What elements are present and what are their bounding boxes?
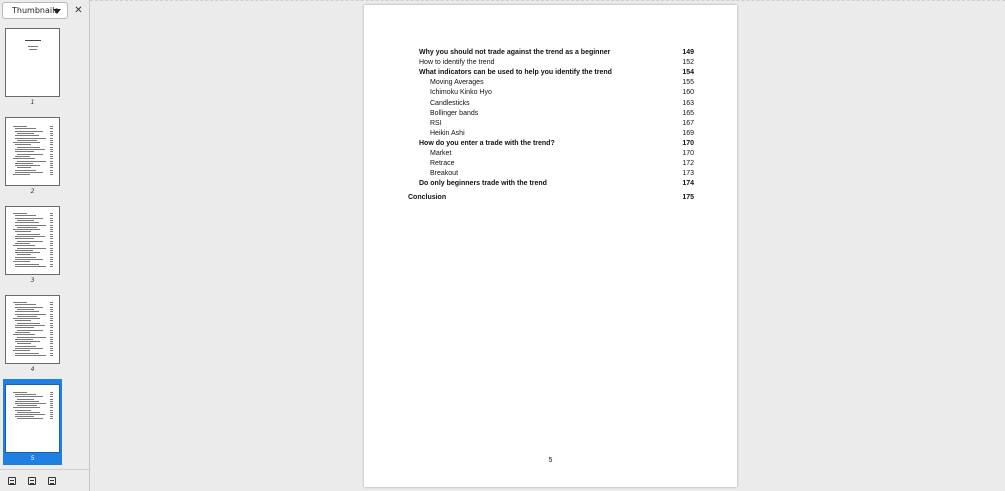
thumbnail-text-line	[13, 126, 27, 127]
thumbnail-text-line	[15, 225, 46, 226]
thumbnail-text-line	[50, 350, 53, 351]
toc-entry-page: 149	[682, 49, 694, 56]
toc-entry-title: Bollinger bands	[430, 109, 479, 117]
thumbnail-text-line	[13, 392, 27, 393]
thumbnail-page-preview	[5, 117, 60, 186]
thumbnail-text-line	[50, 401, 53, 402]
thumbnail-text-line	[50, 147, 53, 148]
thumbnail-text-line	[17, 316, 37, 317]
thumbnail-text-line	[15, 339, 33, 340]
page-thumbnail-1[interactable]	[3, 23, 62, 109]
thumbnail-text-line	[13, 407, 40, 408]
thumbnail-text-line	[15, 238, 34, 239]
thumbnail-text-line	[17, 248, 46, 249]
toc-entry-page: 170	[682, 150, 694, 157]
thumbnail-text-line	[15, 346, 36, 347]
thumbnail-text-line	[17, 309, 34, 310]
thumbnail-text-line	[15, 304, 36, 305]
thumbnail-text-line	[50, 323, 53, 324]
thumbnail-text-line	[50, 257, 53, 258]
thumbnail-page-number: 5	[30, 455, 35, 462]
thumbnail-text-line	[15, 165, 40, 166]
toc-entry-page: 174	[682, 180, 694, 188]
toc-entry-title: Conclusion	[408, 194, 447, 202]
thumbnail-text-line	[50, 161, 53, 162]
toc-entry-page: 154	[682, 69, 694, 77]
thumbnail-text-line	[50, 149, 53, 150]
thumbnail-text-line	[50, 126, 53, 127]
thumbnail-text-line	[50, 403, 53, 404]
thumbnail-page-preview	[5, 384, 60, 453]
toc-entry-page: 169	[682, 129, 694, 137]
thumbnail-text-line	[50, 311, 53, 312]
page-thumbnail-4[interactable]	[3, 290, 62, 376]
thumbnail-text-line	[17, 147, 40, 148]
thumbnail-text-line	[50, 238, 53, 239]
thumbnail-text-line	[50, 151, 53, 152]
thumbnail-text-line	[50, 135, 53, 136]
thumbnail-text-line	[50, 264, 53, 265]
thumbnail-text-line	[50, 245, 53, 246]
toc-entry-title: RSI	[430, 119, 442, 127]
thumbnail-text-line	[15, 172, 43, 173]
chevron-down-icon	[53, 9, 61, 14]
thumbnail-text-line	[50, 248, 53, 249]
thumbnail-text-line	[15, 222, 39, 223]
thumbnail-text-line	[50, 259, 53, 260]
expand-selected-button[interactable]	[48, 477, 56, 485]
toc-entry-title: Moving Averages	[430, 79, 484, 87]
thumbnail-text-line	[15, 307, 43, 308]
toc-entry-title: Retrace	[430, 160, 455, 168]
thumbnail-text-line	[15, 215, 36, 216]
thumbnail-text-line	[15, 259, 43, 260]
thumbnail-text-line	[17, 220, 34, 221]
thumbnail-text-line	[50, 399, 53, 400]
sidebar-panel	[0, 0, 90, 491]
thumbnail-text-line	[15, 250, 33, 251]
thumbnail-text-line	[50, 309, 53, 310]
thumbnail-text-line	[15, 128, 36, 129]
thumbnail-text-line	[17, 343, 31, 344]
thumbnail-text-line	[50, 138, 53, 139]
thumbnail-text-line	[17, 418, 43, 419]
thumbnail-text-line	[13, 302, 27, 303]
page-number-footer: 5	[548, 457, 553, 464]
thumbnail-text-line	[15, 151, 34, 152]
thumbnail-text-line	[50, 128, 53, 129]
thumbnail-text-line	[13, 213, 27, 214]
thumbnail-text-line	[50, 332, 53, 333]
thumbnail-text-line	[15, 135, 39, 136]
thumbnail-text-line	[15, 243, 30, 244]
thumbnail-text-line	[50, 407, 53, 408]
thumbnail-text-line	[15, 348, 43, 349]
thumbnail-text-line	[15, 355, 46, 356]
toc-entry-title: What indicators can be used to help you identify the trend	[419, 69, 612, 77]
expand-all-button[interactable]	[28, 477, 36, 485]
thumbnail-page-number: 1	[30, 99, 35, 106]
thumbnail-text-line	[17, 323, 40, 324]
thumbnail-text-line	[50, 314, 53, 315]
toc-entry-page: 172	[682, 160, 694, 168]
thumbnail-text-line	[50, 343, 53, 344]
thumbnail-text-line	[17, 399, 34, 400]
thumbnail-text-line	[50, 327, 53, 328]
thumbnail-text-line	[15, 144, 31, 145]
thumbnail-text-line	[50, 218, 53, 219]
thumbnail-text-line	[17, 227, 37, 228]
thumbnail-text-line	[50, 325, 53, 326]
thumbnail-text-line	[50, 266, 53, 267]
thumbnail-text-line	[13, 229, 40, 230]
thumbnail-text-line	[17, 330, 43, 331]
thumbnail-text-line	[50, 348, 53, 349]
thumbnail-text-line	[13, 158, 35, 159]
thumbnail-text-line	[50, 165, 53, 166]
thumbnail-text-line	[15, 332, 30, 333]
thumbnail-text-line	[50, 330, 53, 331]
thumbnail-text-line	[50, 252, 53, 253]
thumbnail-text-line	[50, 414, 53, 415]
thumbnail-text-line	[15, 320, 31, 321]
thumbnail-text-line	[15, 353, 39, 354]
thumbnail-text-line	[15, 131, 43, 132]
thumbnail-text-line	[50, 133, 53, 134]
thumbnail-text-line	[50, 392, 53, 393]
thumbnail-text-line	[50, 229, 53, 230]
thumbnail-text-line	[13, 334, 35, 335]
thumbnail-text-line	[50, 307, 53, 308]
thumbnail-text-line	[50, 131, 53, 132]
toc-entry-page: 175	[682, 194, 694, 202]
thumbnail-text-line	[50, 227, 53, 228]
thumbnail-text-line	[50, 231, 53, 232]
thumbnail-text-line	[50, 302, 53, 303]
toc-entry-page: 152	[682, 59, 694, 67]
collapse-all-button[interactable]	[8, 477, 16, 485]
close-sidebar-button[interactable]	[70, 2, 87, 19]
sidebar-view-label: Thumbnails	[12, 6, 59, 15]
toc-entry-title: Market	[430, 150, 452, 157]
thumbnail-text-line	[50, 416, 53, 417]
thumbnail-text-line	[13, 350, 30, 351]
thumbnail-text-line	[13, 245, 35, 246]
toc-entry-page: 165	[682, 109, 694, 117]
thumbnail-text-line	[50, 163, 53, 164]
thumbnail-text-line	[50, 339, 53, 340]
toc-entry-page: 160	[682, 89, 694, 97]
thumbnail-text-line	[50, 318, 53, 319]
thumbnail-text-line	[17, 161, 46, 162]
toc-entry-title: Ichimoku Kinko Hyo	[430, 89, 492, 97]
thumbnail-text-line	[50, 341, 53, 342]
thumbnail-page-number: 4	[30, 366, 35, 373]
thumbnail-text-line	[15, 341, 40, 342]
toc-entry-title: How do you enter a trade with the trend?	[419, 139, 555, 147]
thumbnail-text-line	[50, 394, 53, 395]
thumbnail-text-line	[17, 241, 43, 242]
thumbnail-text-line	[50, 346, 53, 347]
thumbnail-text-line	[15, 163, 33, 164]
document-page	[364, 5, 737, 487]
thumbnail-text-line	[50, 355, 53, 356]
thumbnail-text-line	[50, 250, 53, 251]
thumbnail-text-line	[15, 403, 46, 404]
thumbnail-text-line	[50, 353, 53, 354]
thumbnail-text-line	[50, 236, 53, 237]
thumbnail-text-line	[50, 170, 53, 171]
thumbnail-text-line	[15, 325, 45, 326]
thumbnail-text-line	[50, 167, 53, 168]
thumbnail-text-line	[15, 264, 39, 265]
thumbnail-text-line	[15, 410, 31, 411]
thumbnail-text-line	[15, 416, 34, 417]
thumbnail-text-line	[50, 241, 53, 242]
toc-entry-page: 163	[682, 99, 694, 107]
thumbnail-text-line	[15, 314, 46, 315]
thumbnail-text-line	[17, 140, 37, 141]
thumbnail-text-line	[15, 252, 40, 253]
toc-entry-title: Why you should not trade against the trend as a beginner	[419, 49, 611, 56]
thumbnail-text-line	[15, 394, 36, 395]
close-icon: ✕	[74, 5, 83, 16]
thumbnail-text-line	[17, 412, 40, 413]
thumbnail-text-line	[17, 133, 34, 134]
thumbnail-text-line	[17, 254, 31, 255]
toc-entry-page: 173	[682, 170, 694, 178]
thumbnail-text-line	[15, 156, 30, 157]
thumbnail-text-line	[15, 266, 46, 267]
thumbnail-text-line	[13, 142, 40, 143]
toc-entry-title: Candlesticks	[430, 99, 470, 107]
thumbnail-text-line	[15, 401, 39, 402]
page-thumbnail-3[interactable]	[3, 201, 62, 287]
thumbnail-text-line	[50, 412, 53, 413]
thumbnail-text-line	[17, 405, 37, 406]
thumbnail-text-line	[50, 215, 53, 216]
thumbnail-text-line	[50, 225, 53, 226]
thumbnail-text-line	[50, 316, 53, 317]
toc-entry-title: Breakout	[430, 170, 459, 178]
thumbnail-text-line	[50, 156, 53, 157]
thumbnail-text-line	[50, 213, 53, 214]
toc-entry-title: Do only beginners trade with the trend	[419, 180, 547, 188]
thumbnail-text-line	[15, 231, 31, 232]
thumbnail-page-number: 3	[30, 277, 35, 284]
thumbnail-text-line	[15, 257, 36, 258]
thumbnail-text-line	[50, 222, 53, 223]
thumbnail-text-line	[50, 144, 53, 145]
thumbnail-page-preview	[5, 206, 60, 275]
thumbnail-text-line	[50, 418, 53, 419]
thumbnail-text-line	[15, 138, 46, 139]
document-viewport[interactable]	[90, 0, 1005, 491]
sidebar-view-dropdown[interactable]	[2, 2, 68, 19]
thumbnail-text-line	[15, 414, 45, 415]
thumbnail-text-line	[50, 220, 53, 221]
toc-entry-title: Heikin Ashi	[430, 129, 465, 137]
thumbnail-text-line	[50, 158, 53, 159]
thumbnail-text-line	[50, 337, 53, 338]
thumbnail-text-line	[15, 327, 34, 328]
thumbnail-text-line	[17, 337, 46, 338]
thumbnail-text-line	[50, 174, 53, 175]
thumbnail-text-line	[50, 154, 53, 155]
thumbnail-text-line	[50, 243, 53, 244]
thumbnail-text-line	[13, 318, 40, 319]
thumbnail-text-line	[15, 149, 45, 150]
thumbnail-page-number: 2	[30, 188, 35, 195]
thumbnail-text-line	[50, 142, 53, 143]
toc-entry-page: 155	[682, 79, 694, 87]
thumbnail-text-line	[15, 236, 45, 237]
thumbnail-text-line	[50, 410, 53, 411]
thumbnail-text-line	[50, 140, 53, 141]
thumbnail-page-preview	[5, 295, 60, 364]
thumbnail-list[interactable]	[0, 21, 89, 469]
thumbnail-text-line	[15, 311, 39, 312]
toc-entry-page: 167	[682, 119, 694, 127]
thumbnail-text-line	[17, 167, 31, 168]
thumbnail-text-line	[13, 261, 30, 262]
thumbnail-text-line	[50, 172, 53, 173]
thumbnail-text-line	[50, 261, 53, 262]
thumbnail-text-line	[15, 396, 43, 397]
thumbnail-text-line	[50, 334, 53, 335]
page-thumbnail-2[interactable]	[3, 112, 62, 198]
thumbnail-text-line	[50, 396, 53, 397]
thumbnail-text-line	[50, 254, 53, 255]
thumbnail-page-preview	[5, 28, 60, 97]
thumbnail-text-line	[13, 174, 30, 175]
thumbnail-text-line	[17, 154, 43, 155]
thumbnail-text-line	[50, 304, 53, 305]
thumbnail-text-line	[17, 234, 40, 235]
sidebar-footer	[0, 469, 89, 491]
toc-entry-title: How to identify the trend	[419, 59, 495, 67]
sidebar-header	[0, 0, 89, 21]
thumbnail-text-line	[50, 320, 53, 321]
thumbnail-text-line	[15, 218, 43, 219]
thumbnail-text-line	[50, 405, 53, 406]
thumbnail-text-line	[15, 170, 36, 171]
thumbnail-text-line	[50, 234, 53, 235]
toc-entry-page: 170	[682, 139, 694, 147]
page-thumbnail-5[interactable]	[3, 379, 62, 465]
